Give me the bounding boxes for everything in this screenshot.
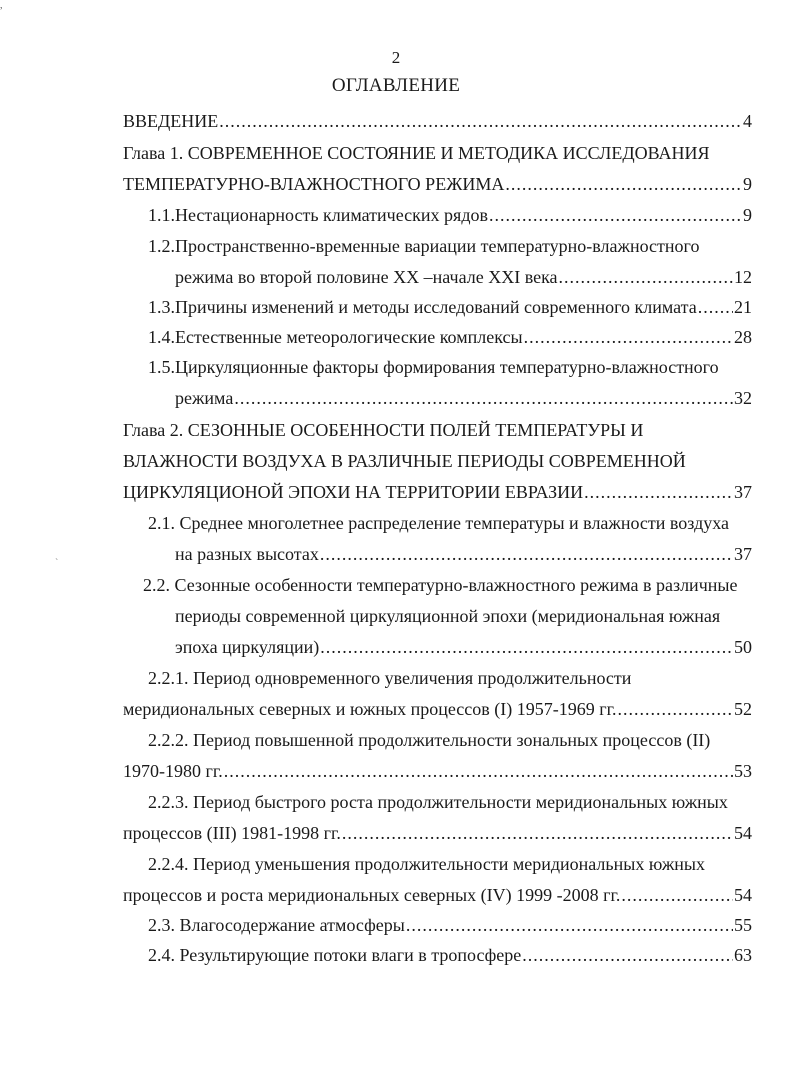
toc-page-number: 53 <box>734 761 752 781</box>
toc-entry-text: ВЛАЖНОСТИ ВОЗДУХА В РАЗЛИЧНЫЕ ПЕРИОДЫ СОВРЕМЕННОЙ <box>123 451 686 471</box>
toc-entry-text: 2.2. Сезонные особенности температурно-влажностного режима в различные <box>143 575 738 595</box>
toc-entry-text: 2.2.1. Период одновременного увеличения продолжительности <box>148 668 632 688</box>
toc-entry-text: ВВЕДЕНИЕ <box>123 111 219 131</box>
toc-entry-text: 2.4. Результирующие потоки влаги в тропосфере <box>148 945 522 965</box>
toc-page-number: 54 <box>734 885 752 905</box>
leader-dots <box>224 759 733 783</box>
toc-page-number: 12 <box>734 267 752 287</box>
toc-page-number: 37 <box>734 482 752 502</box>
leader-dots <box>219 109 742 133</box>
leader-dots <box>489 203 742 227</box>
toc-entry-1-1[interactable] <box>148 203 752 227</box>
toc-entry-2-2-1[interactable] <box>148 666 631 690</box>
leader-dots <box>618 697 734 721</box>
toc-entry-text: процессов (III) 1981-1998 гг. <box>123 823 341 843</box>
toc-entry-text: 2.2.2. Период повышенной продолжительности зональных процессов (II) <box>148 730 711 750</box>
toc-entry-text: Глава 2. СЕЗОННЫЕ ОСОБЕННОСТИ ПОЛЕЙ ТЕМПЕРАТУРЫ И <box>123 420 644 440</box>
toc-entry-text: режима во второй половине XX –начале XXI века <box>175 267 558 287</box>
leader-dots <box>559 265 733 289</box>
toc-page-number: 32 <box>734 388 752 408</box>
leader-dots <box>621 883 733 907</box>
toc-entry-2-1[interactable] <box>148 511 729 535</box>
toc-entry-1-2-cont[interactable] <box>175 265 752 289</box>
toc-page-number: 55 <box>734 915 752 935</box>
toc-page-number: 63 <box>734 945 752 965</box>
leader-dots <box>320 542 733 566</box>
toc-entry-2-2-2[interactable] <box>148 728 710 752</box>
toc-entry-text: 2.2.4. Период уменьшения продолжительности меридиональных южных <box>148 854 706 874</box>
page-number: 2 <box>391 48 401 67</box>
toc-entry-text: 1.3.Причины изменений и методы исследований современного климата <box>148 297 697 317</box>
leader-dots <box>698 295 733 319</box>
toc-entry-2-4[interactable] <box>148 943 752 967</box>
toc-entry-introduction[interactable] <box>123 109 752 133</box>
leader-dots <box>522 943 733 967</box>
leader-dots <box>524 325 733 349</box>
toc-entry-2-2-3[interactable] <box>148 790 728 814</box>
leader-dots <box>320 635 733 659</box>
leader-dots <box>234 386 733 410</box>
toc-entry-2-1-cont[interactable] <box>175 542 752 566</box>
toc-entry-chapter-2-cont[interactable] <box>123 449 686 473</box>
toc-page-number: 9 <box>743 174 752 194</box>
toc-entry-text: ЦИРКУЛЯЦИОНОЙ ЭПОХИ НА ТЕРРИТОРИИ ЕВРАЗИИ <box>123 482 584 502</box>
toc-page-number: 28 <box>734 327 752 347</box>
toc-page-number: 4 <box>743 111 752 131</box>
toc-entry-chapter-1-cont[interactable] <box>123 172 752 196</box>
toc-entry-text: Глава 1. СОВРЕМЕННОЕ СОСТОЯНИЕ И МЕТОДИКА ИССЛЕДОВАНИЯ <box>123 143 710 163</box>
toc-entry-text: периоды современной циркуляционной эпохи (меридиональная южная <box>175 606 721 626</box>
leader-dots <box>584 480 733 504</box>
toc-entry-text: режима <box>175 388 234 408</box>
toc-entry-2-2-2-cont[interactable] <box>123 759 752 783</box>
toc-entry-text: эпоха циркуляции) <box>175 637 320 657</box>
toc-entry-text: 1.5.Циркуляционные факторы формирования температурно-влажностного <box>148 357 719 377</box>
toc-entry-text: ТЕМПЕРАТУРНО-ВЛАЖНОСТНОГО РЕЖИМА <box>123 174 505 194</box>
toc-entry-2-2[interactable] <box>143 573 737 597</box>
toc-entry-chapter-1[interactable] <box>123 141 710 165</box>
toc-entry-2-2-4[interactable] <box>148 852 705 876</box>
scan-mark: , <box>0 0 3 11</box>
toc-entry-text: 1.4.Естественные метеорологические комплексы <box>148 327 523 347</box>
toc-page-number: 37 <box>734 544 752 564</box>
toc-page-number: 50 <box>734 637 752 657</box>
toc-entry-text: меридиональных северных и южных процессов (I) 1957-1969 гг. <box>123 699 617 719</box>
toc-entry-2-3[interactable] <box>148 913 752 937</box>
toc-entry-2-2-cont-2[interactable] <box>175 635 752 659</box>
toc-page-number: 9 <box>743 205 752 225</box>
toc-entry-1-2[interactable] <box>148 234 699 258</box>
leader-dots <box>505 172 742 196</box>
toc-title: ОГЛАВЛЕНИЕ <box>331 75 461 96</box>
toc-entry-text: на разных высотах <box>175 544 319 564</box>
toc-entry-text: 2.1. Среднее многолетнее распределение температуры и влажности воздуха <box>148 513 729 533</box>
toc-entry-2-2-1-cont[interactable] <box>123 697 752 721</box>
toc-entry-1-3[interactable] <box>148 295 752 319</box>
toc-entry-1-5[interactable] <box>148 355 719 379</box>
leader-dots <box>342 821 733 845</box>
toc-entry-chapter-2-cont-2[interactable] <box>123 480 752 504</box>
toc-entry-1-4[interactable] <box>148 325 752 349</box>
toc-entry-1-5-cont[interactable] <box>175 386 752 410</box>
toc-entry-text: 2.3. Влагосодержание атмосферы <box>148 915 405 935</box>
toc-entry-text: 1.2.Пространственно-временные вариации температурно-влажностного <box>148 236 700 256</box>
toc-entry-text: 1.1.Нестационарность климатических рядов <box>148 205 488 225</box>
toc-page-number: 54 <box>734 823 752 843</box>
toc-entry-chapter-2[interactable] <box>123 418 643 442</box>
leader-dots <box>406 913 733 937</box>
scan-mark: ` <box>55 558 59 569</box>
toc-page-number: 52 <box>734 699 752 719</box>
toc-entry-2-2-cont[interactable] <box>175 604 720 628</box>
toc-entry-2-2-4-cont[interactable] <box>123 883 752 907</box>
toc-entry-2-2-3-cont[interactable] <box>123 821 752 845</box>
toc-entry-text: 1970-1980 гг. <box>123 761 223 781</box>
toc-entry-text: 2.2.3. Период быстрого роста продолжительности меридиональных южных <box>148 792 728 812</box>
toc-page-number: 21 <box>734 297 752 317</box>
toc-entry-text: процессов и роста меридиональных северных (IV) 1999 -2008 гг. <box>123 885 621 905</box>
